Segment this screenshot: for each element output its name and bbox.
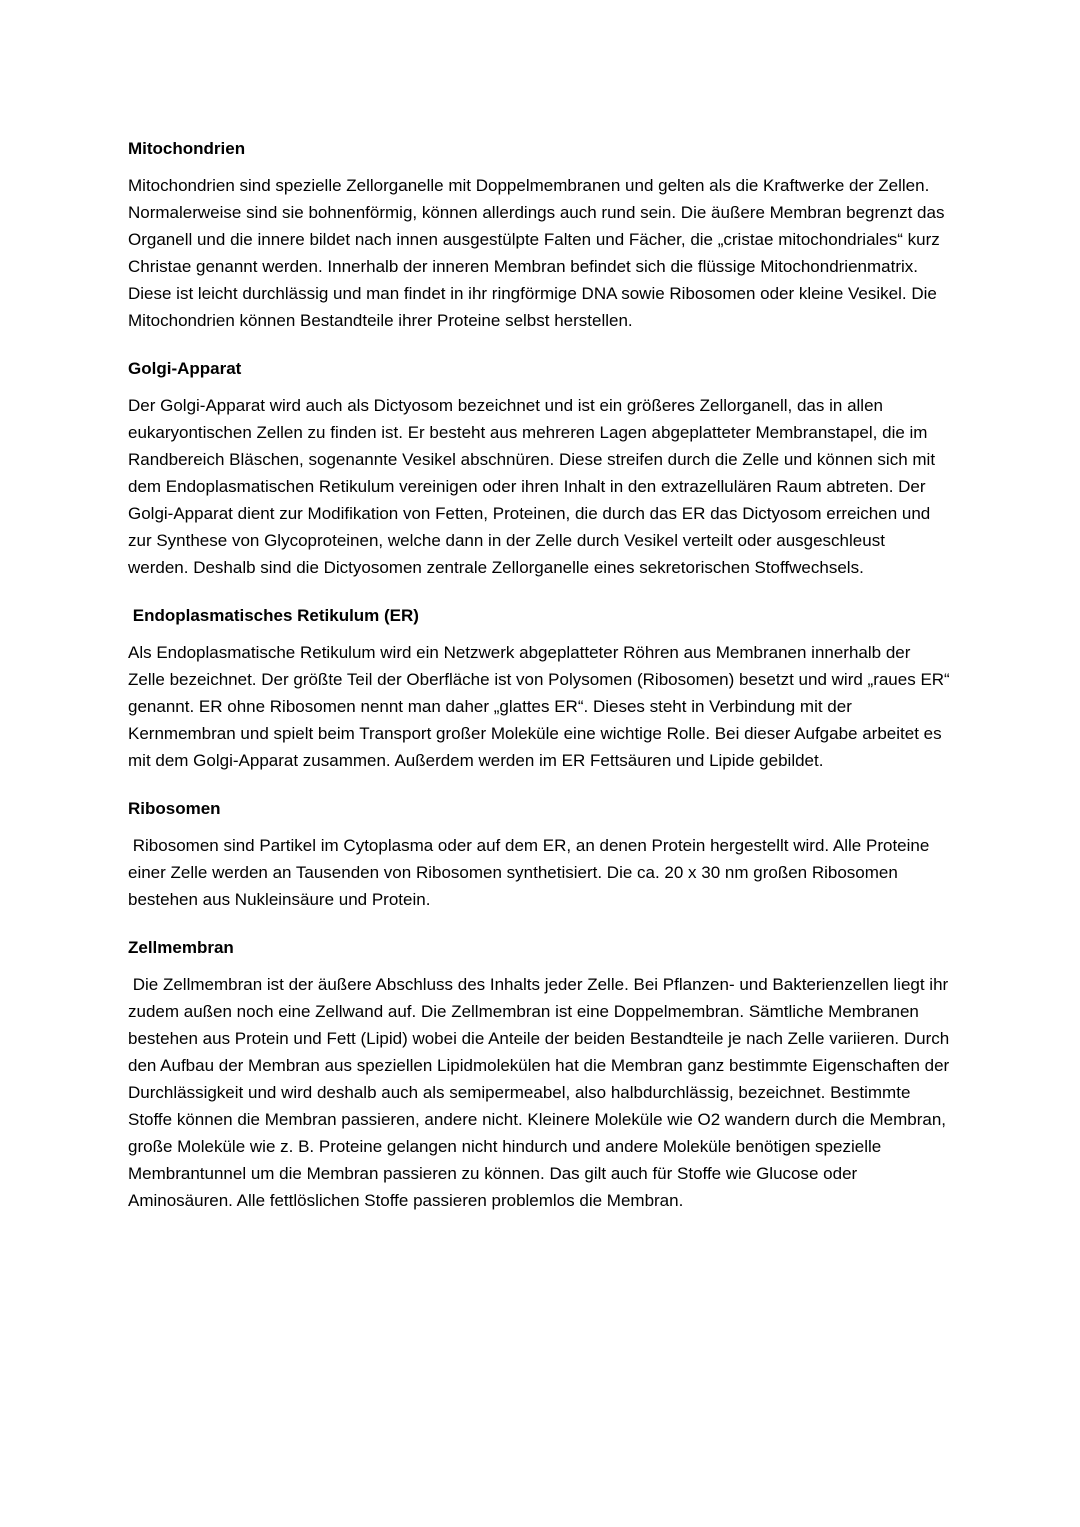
- section-endoplasmatisches-retikulum: [128, 602, 955, 774]
- heading-golgi-apparat: Golgi-Apparat: [128, 359, 242, 378]
- paragraph-ribosomen: Ribosomen sind Partikel im Cytoplasma oder auf dem ER, an denen Protein hergestellt wird. Alle Proteine einer Zelle werden an Tausenden von Ribosomen synthetisiert. Die ca. 20 x 30 nm großen Ribosomen bestehen aus Nukleinsäure und Protein.: [128, 836, 935, 909]
- paragraph-zellmembran: Die Zellmembran ist der äußere Abschluss des Inhalts jeder Zelle. Bei Pflanzen- und Bakterienzellen liegt ihr zudem außen noch eine Zellwand auf. Die Zellmembran ist eine Doppelmembran. Sämtliche Membranen bestehen aus Protein und Fett (Lipid) wobei die Anteile der beiden Bestandteile je nach Zelle variieren. Durch den Aufbau der Membran aus speziellen Lipidmolekülen hat die Membran ganz bestimmte Eigenschaften der Durchlässigkeit und wird deshalb auch als semipermeabel, also halbdurchlässig, bezeichnet. Bestimmte Stoffe können die Membran passieren, andere nicht. Kleinere Moleküle wie O2 wandern durch die Membran, große Moleküle wie z. B. Proteine gelangen nicht hindurch und andere Moleküle benötigen spezielle Membrantunnel um die Membran passieren zu können. Das gilt auch für Stoffe wie Glucose oder Aminosäuren. Alle fettlöslichen Stoffe passieren problemlos die Membran.: [128, 975, 954, 1210]
- paragraph-endoplasmatisches-retikulum: Als Endoplasmatische Retikulum wird ein Netzwerk abgeplatteter Röhren aus Membranen innerhalb der Zelle bezeichnet. Der größte Teil der Oberfläche ist von Polysomen (Ribosomen) besetzt und wird „raues ER“ genannt. ER ohne Ribosomen nennt man daher „glattes ER“. Dieses steht in Verbindung mit der Kernmembran und spielt beim Transport großer Moleküle eine wichtige Rolle. Bei dieser Aufgabe arbeitet es mit dem Golgi-Apparat zusammen. Außerdem werden im ER Fettsäuren und Lipide gebildet.: [128, 643, 955, 770]
- heading-mitochondrien: Mitochondrien: [128, 139, 246, 158]
- heading-endoplasmatisches-retikulum: Endoplasmatisches Retikulum (ER): [128, 606, 419, 625]
- section-ribosomen: [128, 795, 950, 913]
- section-zellmembran: [128, 934, 954, 1214]
- heading-zellmembran: Zellmembran: [128, 938, 234, 957]
- section-golgi-apparat: [128, 355, 950, 581]
- heading-ribosomen: Ribosomen: [128, 799, 221, 818]
- section-mitochondrien: [128, 135, 950, 334]
- paragraph-golgi-apparat: Der Golgi-Apparat wird auch als Dictyosom bezeichnet und ist ein größeres Zellorganell, das in allen eukaryontischen Zellen zu finden ist. Er besteht aus mehreren Lagen abgeplatteter Membranstapel, die im Randbereich Bläschen, sogenannte Vesikel abschnüren. Diese streifen durch die Zelle und können sich mit dem Endoplasmatischen Retikulum vereinigen oder ihren Inhalt in den extrazellulären Raum abtreten. Der Golgi-Apparat dient zur Modifikation von Fetten, Proteinen, die durch das ER das Dictyosom erreichen und zur Synthese von Glycoproteinen, welche dann in der Zelle durch Vesikel verteilt oder ausgeschleust werden. Deshalb sind die Dictyosomen zentrale Zellorganelle eines sekretorischen Stoffwechsels.: [128, 396, 940, 577]
- paragraph-mitochondrien: Mitochondrien sind spezielle Zellorganelle mit Doppelmembranen und gelten als die Kraftwerke der Zellen. Normalerweise sind sie bohnenförmig, können allerdings auch rund sein. Die äußere Membran begrenzt das Organell und die innere bildet nach innen ausgestülpte Falten und Fächer, die „cristae mitochondriales“ kurz Christae genannt werden. Innerhalb der inneren Membran befindet sich die flüssige Mitochondrienmatrix. Diese ist leicht durchlässig und man findet in ihr ringförmige DNA sowie Ribosomen oder kleine Vesikel. Die Mitochondrien können Bestandteile ihrer Proteine selbst herstellen.: [128, 176, 950, 330]
